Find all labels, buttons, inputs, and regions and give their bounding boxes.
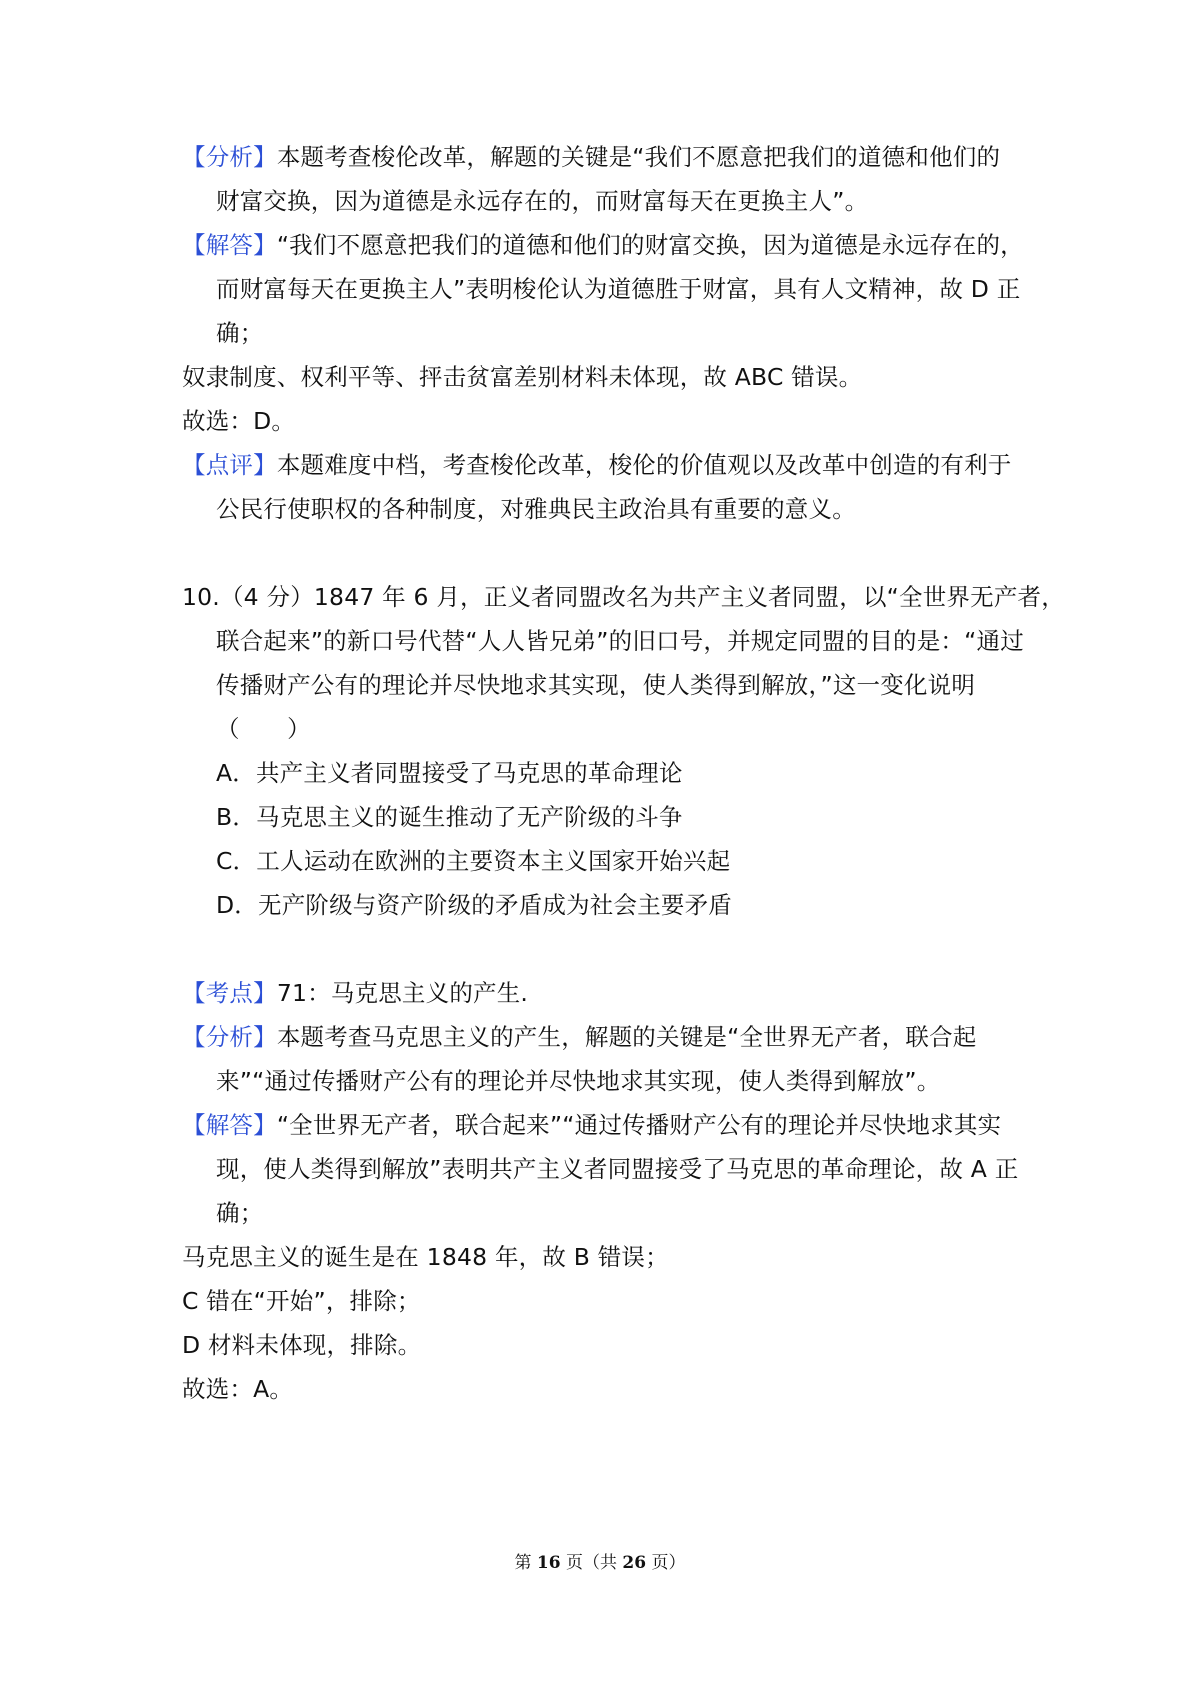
page-number: 16 [536,1553,561,1573]
answer2-line-1: 【解答】“全世界无产者，联合起来”“通过传播财产公有的理论并尽快地求其实 [182,1111,1002,1139]
keypoint-tag: 【考点】 [182,979,277,1007]
answer-line-1: 【解答】“我们不愿意把我们的道德和他们的财富交换，因为道德是永远存在的， [182,231,1024,259]
question-line-2: 联合起来”的新口号代替“人人皆兄弟”的旧口号，并规定同盟的目的是：“通过 [216,627,1024,655]
question-line-3: 传播财产公有的理论并尽快地求其实现，使人类得到解放，”这一变化说明 [216,671,976,699]
plain-text: 奴隶制度、权利平等、抨击贫富差别材料未体现，故 ABC 错误。 [182,363,863,391]
analysis2-tag: 【分析】 [182,1023,277,1051]
option-d: D．无产阶级与资产阶级的矛盾成为社会主要矛盾 [216,891,732,919]
plain2-line-3: D 材料未体现，排除。 [182,1331,422,1359]
option-b: B．马克思主义的诞生推动了无产阶级的斗争 [216,803,683,831]
answer-tag: 【解答】 [182,231,277,259]
answer2-tag: 【解答】 [182,1111,277,1139]
analysis-line-1: 【分析】本题考查梭伦改革，解题的关键是“我们不愿意把我们的道德和他们的 [182,143,1001,171]
answer2-line-2: 现，使人类得到解放”表明共产主义者同盟接受了马克思的革命理论，故 A 正 [216,1155,1019,1183]
page-total: 26 [622,1553,647,1573]
question-line-1: 10.（4 分）1847 年 6 月，正义者同盟改名为共产主义者同盟，以“全世界无产者， [182,583,1065,611]
question-bracket: （ ） [216,715,311,743]
choice-text: 故选：D。 [182,407,296,435]
answer-line-3: 确； [216,319,264,347]
option-c: C．工人运动在欧洲的主要资本主义国家开始兴起 [216,847,731,875]
comment-line-1: 【点评】本题难度中档，考查梭伦改革，梭伦的价值观以及改革中创造的有利于 [182,451,1012,479]
page-footer: 第 16 页（共 26 页） [514,1553,686,1573]
choice2-text: 故选：A。 [182,1375,294,1403]
plain2-line-1: 马克思主义的诞生是在 1848 年，故 B 错误； [182,1243,669,1271]
analysis2-line-2: 来”“通过传播财产公有的理论并尽快地求其实现，使人类得到解放”。 [216,1067,941,1095]
keypoint-line: 【考点】71：马克思主义的产生. [182,979,529,1007]
plain2-line-2: C 错在“开始”，排除； [182,1287,421,1315]
answer2-line-3: 确； [216,1199,264,1227]
analysis-line-2: 财富交换，因为道德是永远存在的，而财富每天在更换主人”。 [216,187,869,215]
option-a: A．共产主义者同盟接受了马克思的革命理论 [216,759,683,787]
answer-line-2: 而财富每天在更换主人”表明梭伦认为道德胜于财富，具有人文精神，故 D 正 [216,275,1021,303]
comment-tag: 【点评】 [182,451,277,479]
analysis-tag: 【分析】 [182,143,277,171]
analysis2-line-1: 【分析】本题考查马克思主义的产生，解题的关键是“全世界无产者，联合起 [182,1023,977,1051]
comment-line-2: 公民行使职权的各种制度，对雅典民主政治具有重要的意义。 [216,495,856,523]
